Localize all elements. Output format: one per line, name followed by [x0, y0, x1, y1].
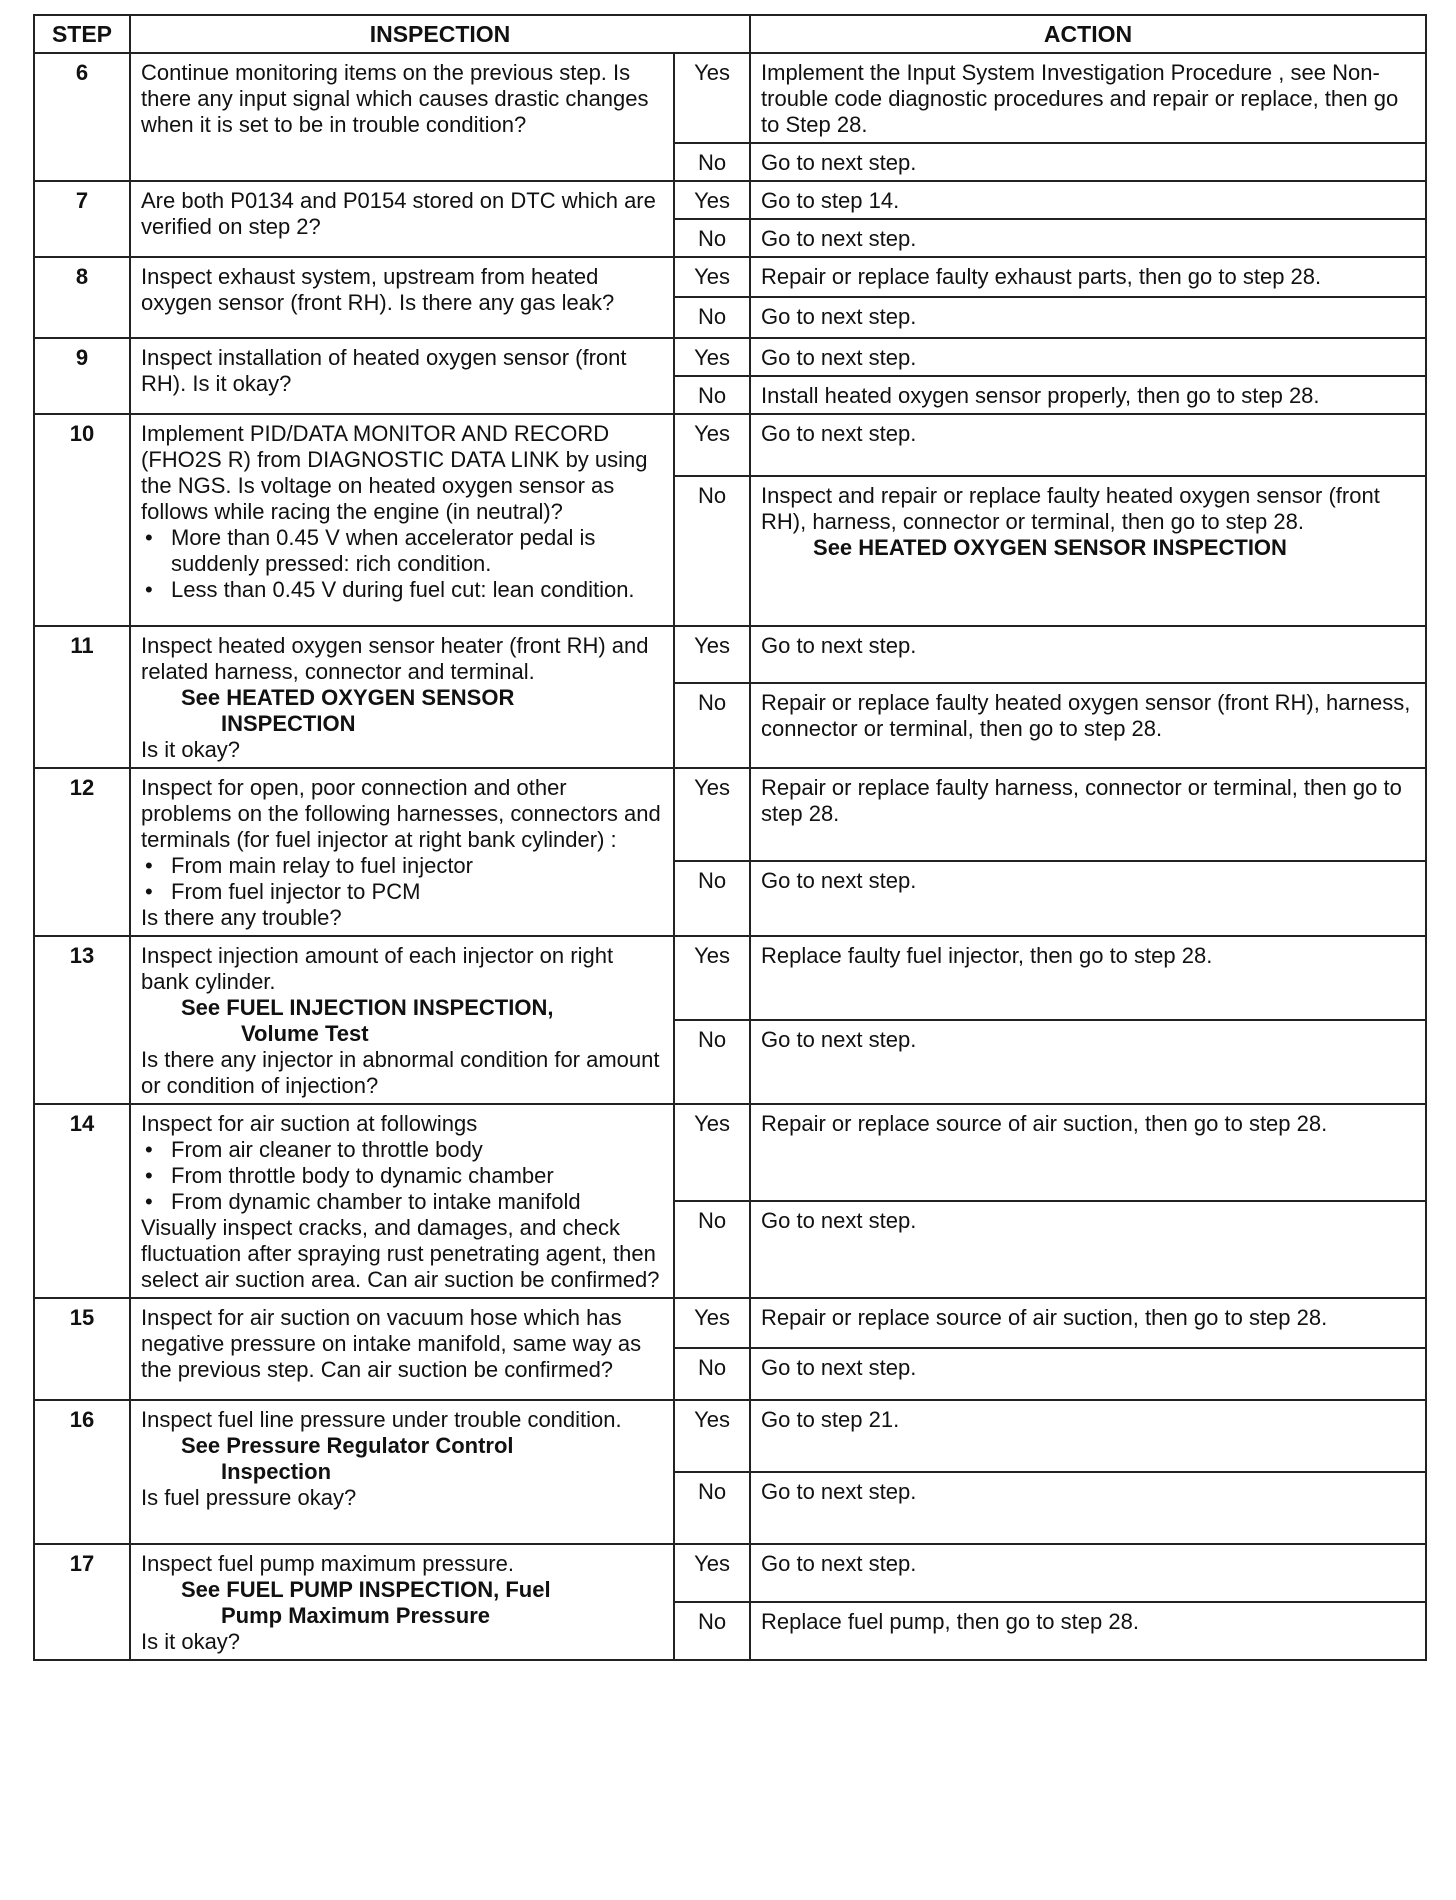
inspection-text: Inspect injection amount of each injector on right bank cylinder.	[141, 943, 614, 994]
no-label: No	[674, 861, 750, 936]
no-action-cell	[750, 219, 1426, 257]
no-label: No	[674, 143, 750, 181]
yes-label: Yes	[674, 626, 750, 683]
inspection-text: Inspect for air suction on vacuum hose which has negative pressure on intake manifold, same way as the previous step. Can air suction be confirmed?	[141, 1305, 642, 1382]
no-label: No	[674, 1348, 750, 1400]
see-reference: See HEATED OXYGEN SENSOR	[181, 685, 515, 710]
table-row	[34, 257, 1426, 297]
inspection-text: Inspect exhaust system, upstream from heated oxygen sensor (front RH). Is there any gas leak?	[141, 264, 615, 315]
bullet-item: • More than 0.45 V when accelerator pedal is suddenly pressed: rich condition.	[141, 525, 663, 577]
step-number: 8	[34, 257, 130, 338]
table-row	[34, 1400, 1426, 1472]
see-reference: See FUEL INJECTION INSPECTION,	[181, 995, 554, 1020]
table-row	[34, 1298, 1426, 1348]
step-number: 16	[34, 1400, 130, 1544]
no-action-cell	[750, 683, 1426, 768]
table-row	[34, 53, 1426, 143]
table-row	[34, 1544, 1426, 1602]
inspection-text: Inspect for air suction at followings	[141, 1111, 478, 1136]
no-action: Repair or replace faulty heated oxygen sensor (front RH), harness, connector or terminal, then go to step 28.	[761, 690, 1411, 742]
no-label: No	[674, 1472, 750, 1544]
yes-action: Go to step 14.	[750, 181, 1426, 219]
inspection-question: Is there any injector in abnormal condition for amount or condition of injection?	[141, 1047, 660, 1098]
inspection-cell	[130, 53, 674, 181]
yes-label: Yes	[674, 181, 750, 219]
no-action-cell	[750, 1020, 1426, 1104]
table-row	[34, 414, 1426, 476]
no-action-cell	[750, 1472, 1426, 1544]
no-label: No	[674, 219, 750, 257]
see-reference: See Pressure Regulator Control	[181, 1433, 514, 1458]
yes-action: Repair or replace source of air suction, then go to step 28.	[750, 1298, 1426, 1348]
see-reference: See HEATED OXYGEN SENSOR INSPECTION	[813, 535, 1287, 560]
no-action: Go to next step.	[761, 1208, 917, 1233]
inspection-text: Continue monitoring items on the previous step. Is there any input signal which causes drastic changes when it is set to be in trouble condition?	[141, 60, 649, 137]
yes-label: Yes	[674, 338, 750, 376]
no-action-cell	[750, 143, 1426, 181]
bullet-list	[141, 853, 663, 905]
yes-action: Implement the Input System Investigation Procedure , see Non-trouble code diagnostic procedures and repair or replace, then go to Step 28.	[750, 53, 1426, 143]
yes-action: Go to next step.	[750, 338, 1426, 376]
inspection-cell	[130, 1298, 674, 1400]
no-action: Inspect and repair or replace faulty heated oxygen sensor (front RH), harness, connector or terminal, then go to step 28.	[761, 483, 1380, 534]
inspection-question: Is there any trouble?	[141, 905, 342, 930]
table-row	[34, 626, 1426, 683]
bullet-item: • Less than 0.45 V during fuel cut: lean condition.	[141, 577, 663, 603]
step-number: 14	[34, 1104, 130, 1298]
yes-label: Yes	[674, 1400, 750, 1472]
inspection-cell	[130, 936, 674, 1104]
yes-label: Yes	[674, 936, 750, 1020]
no-label: No	[674, 376, 750, 414]
yes-action: Repair or replace faulty harness, connector or terminal, then go to step 28.	[750, 768, 1426, 861]
bullet-item: • From air cleaner to throttle body	[141, 1137, 663, 1163]
no-label: No	[674, 683, 750, 768]
no-action-cell	[750, 376, 1426, 414]
action-header: ACTION	[750, 15, 1426, 53]
bullet-item: • From throttle body to dynamic chamber	[141, 1163, 663, 1189]
no-action: Go to next step.	[761, 1355, 917, 1380]
no-action-cell	[750, 1348, 1426, 1400]
no-action-cell	[750, 476, 1426, 626]
yes-label: Yes	[674, 53, 750, 143]
yes-label: Yes	[674, 257, 750, 297]
no-action: Go to next step.	[761, 868, 917, 894]
no-action-cell	[750, 1602, 1426, 1660]
yes-label: Yes	[674, 414, 750, 476]
bullet-item: • From main relay to fuel injector	[141, 853, 663, 879]
inspection-cell	[130, 1400, 674, 1544]
diagnostic-table-page	[33, 14, 1425, 1661]
yes-label: Yes	[674, 1544, 750, 1602]
yes-action: Go to step 21.	[750, 1400, 1426, 1472]
table-row	[34, 1104, 1426, 1201]
step-number: 12	[34, 768, 130, 936]
see-reference: Volume Test	[241, 1021, 369, 1046]
inspection-cell	[130, 1544, 674, 1660]
yes-label: Yes	[674, 1104, 750, 1201]
bullet-item: • From fuel injector to PCM	[141, 879, 663, 905]
step-number: 9	[34, 338, 130, 414]
bullet-list	[141, 1137, 663, 1215]
inspection-text: Inspect installation of heated oxygen sensor (front RH). Is it okay?	[141, 345, 627, 396]
step-number: 17	[34, 1544, 130, 1660]
yes-action: Replace faulty fuel injector, then go to step 28.	[750, 936, 1426, 1020]
bullet-item: • From dynamic chamber to intake manifold	[141, 1189, 663, 1215]
yes-action: Repair or replace source of air suction, then go to step 28.	[750, 1104, 1426, 1201]
step-header: STEP	[34, 15, 130, 53]
step-number: 7	[34, 181, 130, 257]
no-label: No	[674, 1201, 750, 1298]
table-row	[34, 338, 1426, 376]
table-body	[34, 53, 1426, 1660]
yes-action: Go to next step.	[750, 414, 1426, 476]
inspection-cell	[130, 414, 674, 626]
inspection-text: Inspect fuel line pressure under trouble condition.	[141, 1407, 622, 1432]
inspection-question: Is it okay?	[141, 1629, 241, 1654]
diagnostic-table	[33, 14, 1427, 1661]
no-label: No	[674, 1020, 750, 1104]
inspection-text: Implement PID/DATA MONITOR AND RECORD (FHO2S R) from DIAGNOSTIC DATA LINK by using the NGS. Is voltage on heated oxygen sensor as follows while racing the engine (in neutral)?	[141, 421, 648, 524]
no-action-cell	[750, 297, 1426, 338]
bullet-list	[141, 525, 663, 603]
no-action-cell	[750, 1201, 1426, 1298]
inspection-cell	[130, 626, 674, 768]
inspection-cell	[130, 768, 674, 936]
no-action: Go to next step.	[761, 226, 917, 251]
yes-action: Go to next step.	[750, 626, 1426, 683]
inspection-question: Visually inspect cracks, and damages, and check fluctuation after spraying rust penetrating agent, then select air suction area. Can air suction be confirmed?	[141, 1215, 660, 1292]
step-number: 11	[34, 626, 130, 768]
no-action: Go to next step.	[761, 150, 917, 175]
see-reference: INSPECTION	[221, 711, 356, 736]
yes-label: Yes	[674, 768, 750, 861]
yes-action: Repair or replace faulty exhaust parts, then go to step 28.	[750, 257, 1426, 297]
table-header-row	[34, 15, 1426, 53]
inspection-header: INSPECTION	[130, 15, 750, 53]
step-number: 15	[34, 1298, 130, 1400]
table-row	[34, 936, 1426, 1020]
no-action: Replace fuel pump, then go to step 28.	[761, 1609, 1139, 1634]
inspection-text: Are both P0134 and P0154 stored on DTC which are verified on step 2?	[141, 188, 656, 239]
no-label: No	[674, 476, 750, 626]
step-number: 6	[34, 53, 130, 181]
table-row	[34, 181, 1426, 219]
yes-label: Yes	[674, 1298, 750, 1348]
step-number: 10	[34, 414, 130, 626]
inspection-text: Inspect heated oxygen sensor heater (front RH) and related harness, connector and terminal.	[141, 633, 649, 684]
inspection-question: Is it okay?	[141, 737, 241, 762]
inspection-cell	[130, 181, 674, 257]
no-action: Go to next step.	[761, 304, 917, 329]
see-reference: See FUEL PUMP INSPECTION, Fuel	[181, 1577, 551, 1602]
no-action: Install heated oxygen sensor properly, then go to step 28.	[761, 383, 1320, 408]
no-action: Go to next step.	[761, 1479, 917, 1504]
inspection-text: Inspect fuel pump maximum pressure.	[141, 1551, 514, 1576]
inspection-cell	[130, 338, 674, 414]
inspection-cell	[130, 1104, 674, 1298]
no-label: No	[674, 1602, 750, 1660]
see-reference: Pump Maximum Pressure	[221, 1603, 490, 1628]
inspection-cell	[130, 257, 674, 338]
no-action: Go to next step.	[761, 1027, 917, 1052]
yes-action: Go to next step.	[750, 1544, 1426, 1602]
no-action-cell	[750, 861, 1426, 936]
no-label: No	[674, 297, 750, 338]
inspection-question: Is fuel pressure okay?	[141, 1485, 357, 1510]
inspection-text: Inspect for open, poor connection and other problems on the following harnesses, connectors and terminals (for fuel injector at right bank cylinder) :	[141, 775, 661, 852]
table-row	[34, 768, 1426, 861]
step-number: 13	[34, 936, 130, 1104]
see-reference: Inspection	[221, 1459, 332, 1484]
